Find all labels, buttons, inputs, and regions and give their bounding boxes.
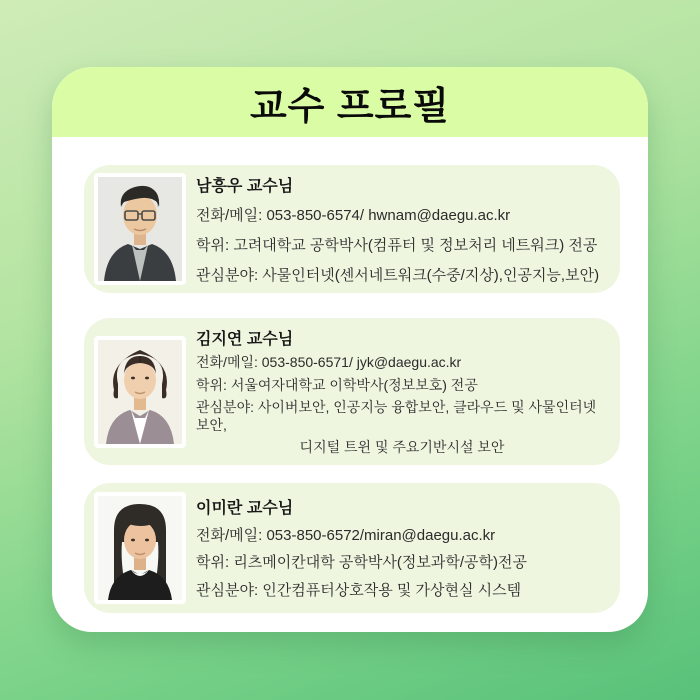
female-professor-long-hair-portrait-icon <box>98 496 182 600</box>
professor-interests: 관심분야: 사물인터넷(센서네트워크(수중/지상),인공지능,보안) <box>196 266 600 284</box>
professor-phone-email: 전화/메일: 053-850-6574/ hwnam@daegu.ac.kr <box>196 207 511 224</box>
professor-degree: 학위: 서울여자대학교 이학박사(정보보호) 전공 <box>196 376 478 393</box>
professor-name: 남흥우 교수님 <box>196 178 294 195</box>
profile-panel <box>52 67 648 632</box>
professor-degree: 학위: 고려대학교 공학박사(컴퓨터 및 정보처리 네트워크) 전공 <box>196 236 598 254</box>
professor-card-kim <box>84 318 620 465</box>
panel-body <box>52 137 648 613</box>
professor-info-nam <box>196 173 608 285</box>
professor-phone-email: 전화/메일: 053-850-6571/ jyk@daegu.ac.kr <box>196 354 462 371</box>
professor-photo-lee <box>94 492 186 604</box>
professor-interests: 관심분야: 사이버보안, 인공지능 융합보안, 클라우드 및 사물인터넷 보안, <box>196 399 597 433</box>
professor-info-lee <box>196 495 608 601</box>
professor-photo-nam <box>94 173 186 285</box>
professor-phone-email: 전화/메일: 053-850-6572/miran@daegu.ac.kr <box>196 526 496 544</box>
professor-name: 이미란 교수님 <box>196 499 294 517</box>
page-title: 교수 프로필 <box>249 85 451 128</box>
female-professor-blazer-portrait-icon <box>98 340 182 444</box>
professor-interests: 관심분야: 인간컴퓨터상호작용 및 가상현실 시스템 <box>196 582 522 600</box>
professor-card-lee <box>84 483 620 613</box>
professor-degree: 학위: 리츠메이칸대학 공학박사(정보과학/공학)전공 <box>196 554 527 572</box>
professor-photo-kim <box>94 336 186 448</box>
professor-name: 김지연 교수님 <box>196 331 294 349</box>
professor-interests-continued: 디지털 트윈 및 주요기반시설 보안 <box>299 439 505 456</box>
professor-info-kim <box>196 326 608 457</box>
panel-header <box>52 67 648 137</box>
male-professor-portrait-icon <box>98 177 182 281</box>
professor-card-nam <box>84 165 620 293</box>
